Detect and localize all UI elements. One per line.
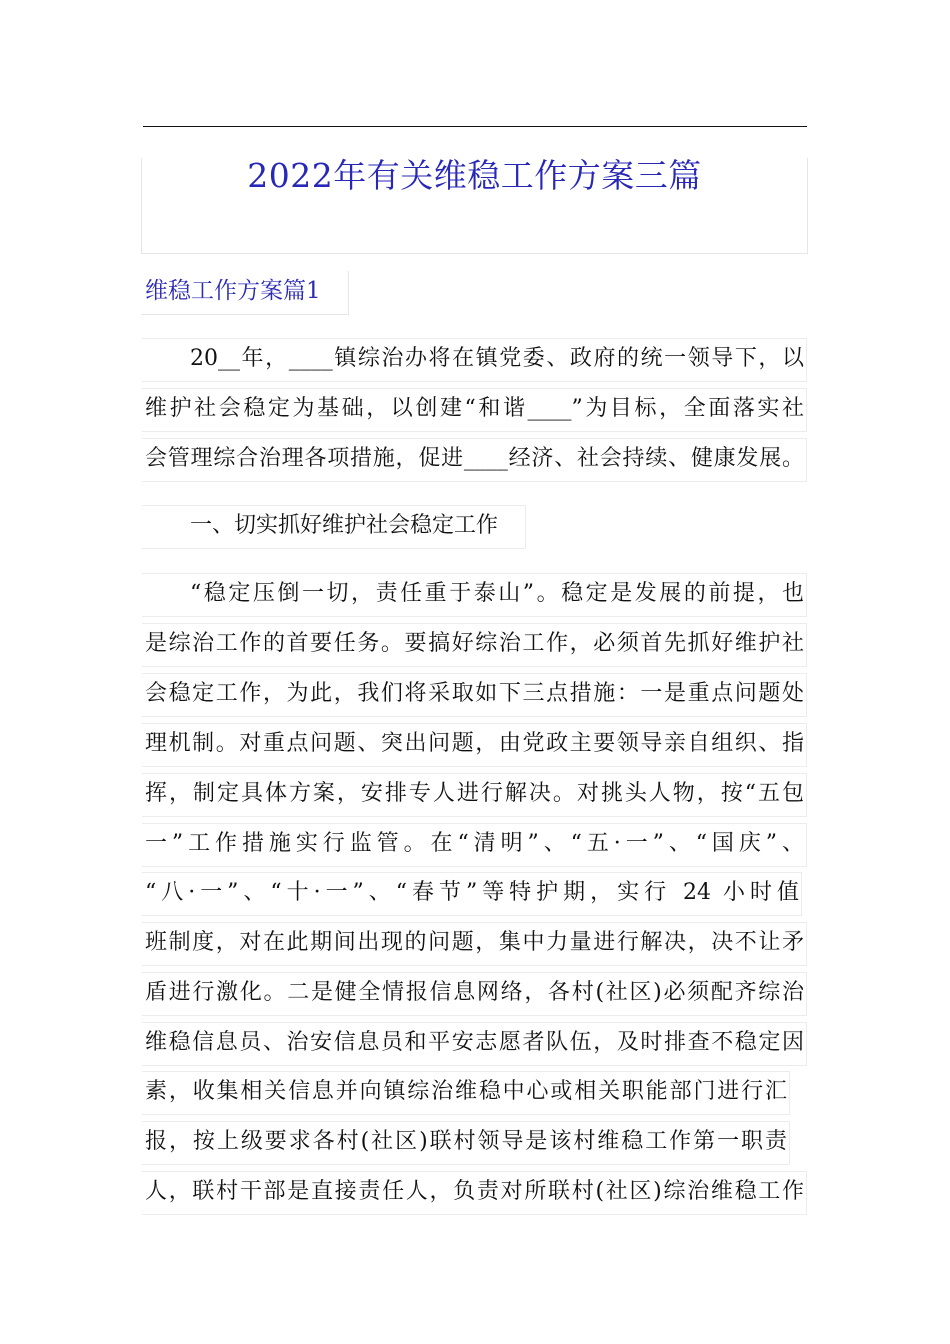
line-text: 盾进行激化。二是健全情报信息网络，各村(社区)必须配齐综治 bbox=[145, 980, 804, 1005]
subheading-text: 一、切实抓好维护社会稳定工作 bbox=[190, 513, 499, 538]
text-line bbox=[142, 723, 807, 767]
line-text: 是综治工作的首要任务。要搞好综治工作，必须首先抓好维护社 bbox=[145, 631, 804, 656]
line-text: 维护社会稳定为基础，以创建“和谐____”为目标，全面落实社 bbox=[145, 396, 804, 421]
text-line bbox=[142, 573, 807, 617]
text-line bbox=[142, 1071, 790, 1115]
line-text: 维稳信息员、治安信息员和平安志愿者队伍，及时排查不稳定因 bbox=[145, 1030, 804, 1055]
text-line bbox=[142, 673, 807, 717]
text-line bbox=[142, 338, 807, 382]
header-rule bbox=[143, 126, 807, 127]
text-line bbox=[142, 1171, 807, 1215]
line-text: 理机制。对重点问题、突出问题，由党政主要领导亲自组织、指 bbox=[145, 731, 804, 756]
text-line bbox=[142, 388, 807, 432]
text-line bbox=[142, 438, 807, 482]
line-text: 一”工作措施实行监管。在“清明”、“五·一”、“国庆”、 bbox=[145, 831, 804, 856]
line-text: 素，收集相关信息并向镇综治维稳中心或相关职能部门进行汇 bbox=[145, 1079, 787, 1104]
line-text: 挥，制定具体方案，安排专人进行解决。对挑头人物，按“五包 bbox=[145, 781, 804, 806]
text-line bbox=[142, 972, 807, 1016]
document-title: 2022年有关维稳工作方案三篇 bbox=[247, 156, 702, 195]
text-line bbox=[142, 623, 807, 667]
text-line bbox=[142, 823, 807, 867]
line-text: 班制度，对在此期间出现的问题，集中力量进行解决，决不让矛 bbox=[145, 930, 804, 955]
section-heading: 维稳工作方案篇1 bbox=[145, 278, 321, 304]
line-text: 报，按上级要求各村(社区)联村领导是该村维稳工作第一职责 bbox=[145, 1129, 787, 1154]
line-text: 人，联村干部是直接责任人，负责对所联村(社区)综治维稳工作 bbox=[145, 1179, 804, 1204]
line-text: 会管理综合治理各项措施，促进____经济、社会持续、健康发展。 bbox=[145, 446, 804, 471]
line-text: 20__年，____镇综治办将在镇党委、政府的统一领导下，以 bbox=[190, 346, 804, 371]
line-text: “八·一”、“十·一”、“春节”等特护期，实行 24 小时值 bbox=[145, 880, 799, 905]
text-line bbox=[142, 922, 807, 966]
text-line bbox=[142, 1022, 807, 1066]
text-line bbox=[142, 773, 807, 817]
line-text: “稳定压倒一切，责任重于泰山”。稳定是发展的前提，也 bbox=[190, 581, 804, 606]
text-line bbox=[142, 1121, 790, 1165]
text-line bbox=[142, 872, 802, 916]
section-heading-frame bbox=[141, 271, 349, 315]
line-text: 会稳定工作，为此，我们将采取如下三点措施：一是重点问题处 bbox=[145, 681, 804, 706]
subheading-line bbox=[142, 505, 526, 549]
title-frame bbox=[141, 158, 808, 254]
